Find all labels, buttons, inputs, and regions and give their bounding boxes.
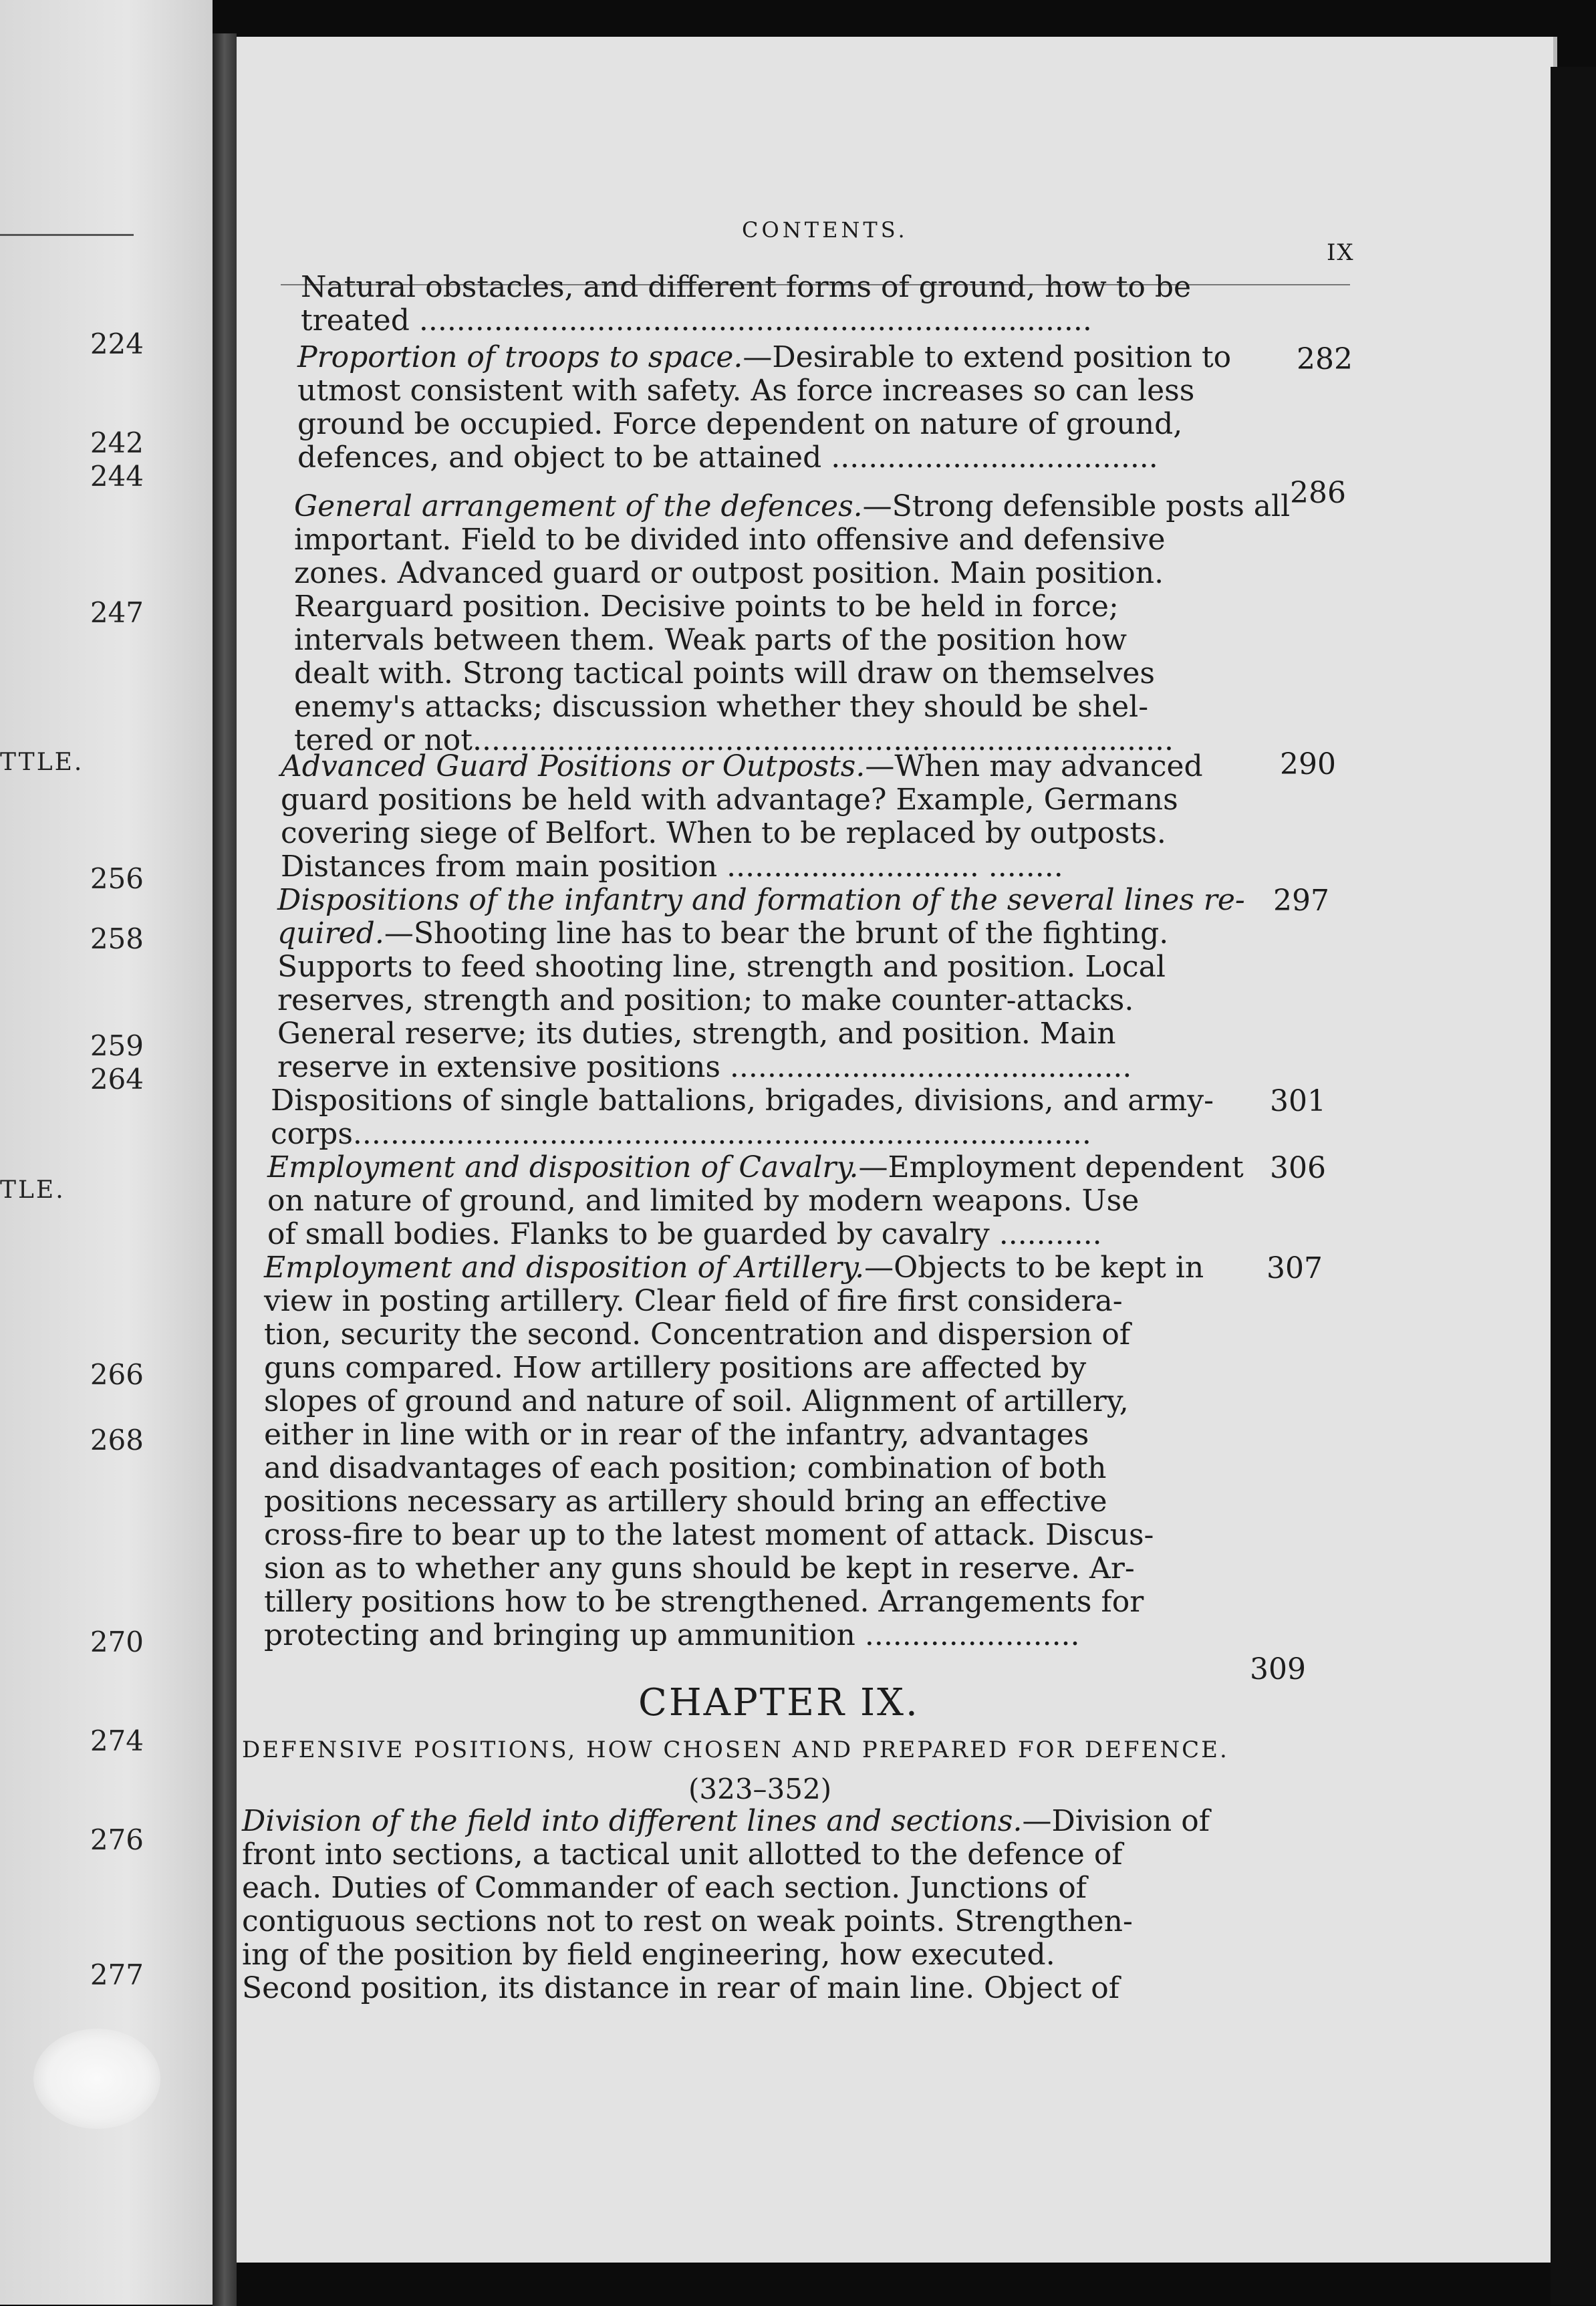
entry-text: intervals between them. Weak parts of the position how — [294, 623, 1127, 657]
entry-line — [281, 817, 1203, 850]
entry-text: front into sections, a tactical unit allotted to the defence of — [242, 1837, 1123, 1872]
previous-page-number: 259 — [90, 1029, 144, 1062]
entry-topic: Dispositions of the infantry and formation of the several lines re- — [277, 883, 1245, 917]
previous-page — [0, 0, 213, 2305]
entry-text: covering siege of Belfort. When to be replaced by outposts. — [281, 816, 1166, 850]
entry-page-number: 301 — [1270, 1084, 1326, 1118]
entry-text: tered or not........................................................................... — [294, 723, 1174, 757]
entry-text: protecting and bringing up ammunition ....................... — [264, 1618, 1080, 1652]
previous-page-number: 274 — [90, 1724, 144, 1757]
previous-page-fragment: TLE. — [0, 1176, 65, 1204]
entry-line — [264, 1585, 1204, 1619]
entry-page-number: 297 — [1273, 884, 1329, 918]
entry-line — [294, 624, 1290, 657]
chapter-range: (323–352) — [688, 1773, 832, 1805]
entry-text: —Objects to be kept in — [864, 1251, 1204, 1285]
previous-page-number: 276 — [90, 1823, 144, 1856]
entry-line — [277, 984, 1245, 1017]
entry-line — [271, 1084, 1214, 1118]
page-folio: IX — [1327, 239, 1355, 266]
previous-page-number: 244 — [90, 460, 144, 493]
contents-entry — [294, 490, 1290, 757]
entry-topic: Employment and disposition of Cavalry. — [267, 1150, 859, 1184]
entry-line — [301, 271, 1191, 304]
entry-text: Second position, its distance in rear of main line. Object of — [242, 1971, 1120, 2005]
entry-text: ing of the position by field engineering, how executed. — [242, 1938, 1055, 1972]
previous-page-number: 277 — [90, 1958, 144, 1991]
previous-page-fragment: TTLE. — [0, 749, 84, 776]
entry-line — [277, 884, 1245, 917]
contents-entry — [297, 341, 1231, 475]
entry-text: tion, security the second. Concentration and dispersion of — [264, 1317, 1131, 1352]
entry-line — [242, 1872, 1210, 1905]
entry-line — [264, 1519, 1204, 1552]
previous-page-number: 270 — [90, 1626, 144, 1658]
entry-text: zones. Advanced guard or outpost position. Main position. — [294, 556, 1164, 590]
entry-text: dealt with. Strong tactical points will draw on themselves — [294, 656, 1156, 690]
entry-line — [294, 690, 1290, 724]
entry-line — [267, 1184, 1244, 1218]
entry-line — [264, 1418, 1204, 1452]
entry-line — [281, 783, 1203, 817]
entry-line — [297, 341, 1231, 374]
entry-text: Supports to feed shooting line, strength and position. Local — [277, 950, 1166, 984]
entry-text: —Desirable to extend position to — [743, 340, 1232, 374]
entry-line — [271, 1118, 1214, 1151]
entry-text: important. Field to be divided into offensive and defensive — [294, 523, 1166, 557]
entry-topic: Employment and disposition of Artillery. — [264, 1251, 865, 1285]
entry-text: —Employment dependent — [858, 1150, 1244, 1184]
entry-line — [267, 1151, 1244, 1184]
entry-line — [294, 590, 1290, 624]
entry-line — [277, 917, 1245, 950]
entry-text: General reserve; its duties, strength, and position. Main — [277, 1017, 1116, 1051]
entry-text: —Strong defensible posts all — [862, 489, 1291, 523]
entry-line — [277, 950, 1245, 984]
entry-text: Rearguard position. Decisive points to be held in force; — [294, 590, 1119, 624]
entry-line — [297, 374, 1231, 408]
entry-line — [294, 523, 1290, 557]
previous-page-number: 242 — [90, 426, 144, 459]
entry-text: ground be occupied. Force dependent on nature of ground, — [297, 407, 1183, 441]
entry-text: —When may advanced — [865, 749, 1203, 783]
entry-text: view in posting artillery. Clear field of fire first considera- — [264, 1284, 1123, 1318]
entry-line — [297, 408, 1231, 441]
contents-entry — [271, 1084, 1214, 1151]
entry-text: sion as to whether any guns should be kept in reserve. Ar- — [264, 1551, 1135, 1585]
entry-text: enemy's attacks; discussion whether they should be shel- — [294, 690, 1149, 724]
page-edge-shadow — [1551, 67, 1596, 2305]
entry-line — [264, 1318, 1204, 1352]
entry-line — [281, 850, 1203, 884]
entry-topic: Division of the field into different lines and sections. — [242, 1804, 1023, 1838]
entry-text: Dispositions of single battalions, brigades, divisions, and army- — [271, 1083, 1214, 1118]
previous-page-number: 247 — [90, 596, 144, 629]
previous-page-number: 258 — [90, 922, 144, 955]
entry-line — [294, 557, 1290, 590]
entry-topic: General arrangement of the defences. — [294, 489, 863, 523]
entry-text: Distances from main position ........................... ........ — [281, 850, 1063, 884]
entry-text: guard positions be held with advantage? Example, Germans — [281, 783, 1178, 817]
entry-text: each. Duties of Commander of each section. Junctions of — [242, 1871, 1087, 1905]
chapter-subtitle: DEFENSIVE POSITIONS, HOW CHOSEN AND PREPARED FOR DEFENCE. — [242, 1737, 1229, 1763]
entry-line — [242, 1838, 1210, 1872]
contents-entry — [277, 884, 1245, 1084]
entry-topic: quired. — [277, 916, 384, 950]
contents-entry — [264, 1251, 1204, 1652]
entry-page-number: 309 — [1250, 1652, 1306, 1686]
previous-page-rule — [0, 234, 134, 236]
entry-text: contiguous sections not to rest on weak points. Strengthen- — [242, 1904, 1133, 1938]
entry-page-number: 282 — [1297, 342, 1353, 376]
entry-line — [264, 1619, 1204, 1652]
entry-line — [267, 1218, 1244, 1251]
entry-line — [264, 1385, 1204, 1418]
entry-line — [242, 1972, 1210, 2005]
entry-text: of small bodies. Flanks to be guarded by cavalry ........... — [267, 1217, 1102, 1251]
entry-page-number: 307 — [1267, 1251, 1323, 1285]
entry-line — [297, 441, 1231, 475]
entry-page-number: 286 — [1290, 476, 1346, 510]
running-header: CONTENTS. — [742, 217, 908, 243]
entry-text: Natural obstacles, and different forms of ground, how to be — [301, 270, 1192, 304]
entry-line — [264, 1251, 1204, 1285]
entry-line — [277, 1051, 1245, 1084]
entry-text: —Shooting line has to bear the brunt of the fighting. — [384, 916, 1169, 950]
entry-text: slopes of ground and nature of soil. Alignment of artillery, — [264, 1384, 1129, 1418]
entry-line — [294, 657, 1290, 690]
paper-smudge — [33, 2029, 160, 2129]
entry-text: tillery positions how to be strengthened. Arrangements for — [264, 1585, 1144, 1619]
entry-line — [277, 1017, 1245, 1051]
contents-entry — [281, 750, 1203, 884]
entry-text: reserves, strength and position; to make counter-attacks. — [277, 983, 1134, 1017]
entry-text: treated ........................................................................ — [301, 303, 1092, 338]
entry-text: positions necessary as artillery should bring an effective — [264, 1485, 1107, 1519]
entry-line — [294, 490, 1290, 523]
chapter-title: CHAPTER IX. — [638, 1681, 920, 1724]
entry-line — [242, 1905, 1210, 1938]
entry-line — [264, 1352, 1204, 1385]
previous-page-number: 256 — [90, 862, 144, 895]
previous-page-number: 224 — [90, 328, 144, 360]
entry-text: cross-fire to bear up to the latest moment of attack. Discus- — [264, 1518, 1154, 1552]
entry-line — [242, 1938, 1210, 1972]
entry-page-number: 290 — [1280, 747, 1336, 781]
previous-page-number: 268 — [90, 1424, 144, 1456]
entry-line — [242, 1805, 1210, 1838]
entry-text: guns compared. How artillery positions are affected by — [264, 1351, 1087, 1385]
entry-text: utmost consistent with safety. As force increases so can less — [297, 374, 1195, 408]
entry-line — [281, 750, 1203, 783]
entry-page-number: 306 — [1270, 1151, 1326, 1185]
entry-line — [301, 304, 1191, 338]
book-spine — [213, 33, 237, 2306]
entry-text: —Division of — [1022, 1804, 1210, 1838]
entry-text: either in line with or in rear of the infantry, advantages — [264, 1418, 1089, 1452]
entry-text: on nature of ground, and limited by modern weapons. Use — [267, 1184, 1140, 1218]
entry-text: defences, and object to be attained ................................... — [297, 440, 1158, 475]
entry-text: corps............................................................................... — [271, 1117, 1091, 1151]
contents-entry — [301, 271, 1191, 338]
chapter-contents-entry — [242, 1805, 1210, 2005]
entry-text: and disadvantages of each position; combination of both — [264, 1451, 1107, 1485]
previous-page-number: 266 — [90, 1358, 144, 1391]
contents-entry — [267, 1151, 1244, 1251]
entry-text: reserve in extensive positions ........................................... — [277, 1050, 1132, 1084]
entry-line — [264, 1552, 1204, 1585]
previous-page-number: 264 — [90, 1063, 144, 1096]
entry-topic: Proportion of troops to space. — [297, 340, 743, 374]
entry-line — [264, 1285, 1204, 1318]
entry-line — [264, 1485, 1204, 1519]
entry-topic: Advanced Guard Positions or Outposts. — [281, 749, 866, 783]
entry-line — [264, 1452, 1204, 1485]
